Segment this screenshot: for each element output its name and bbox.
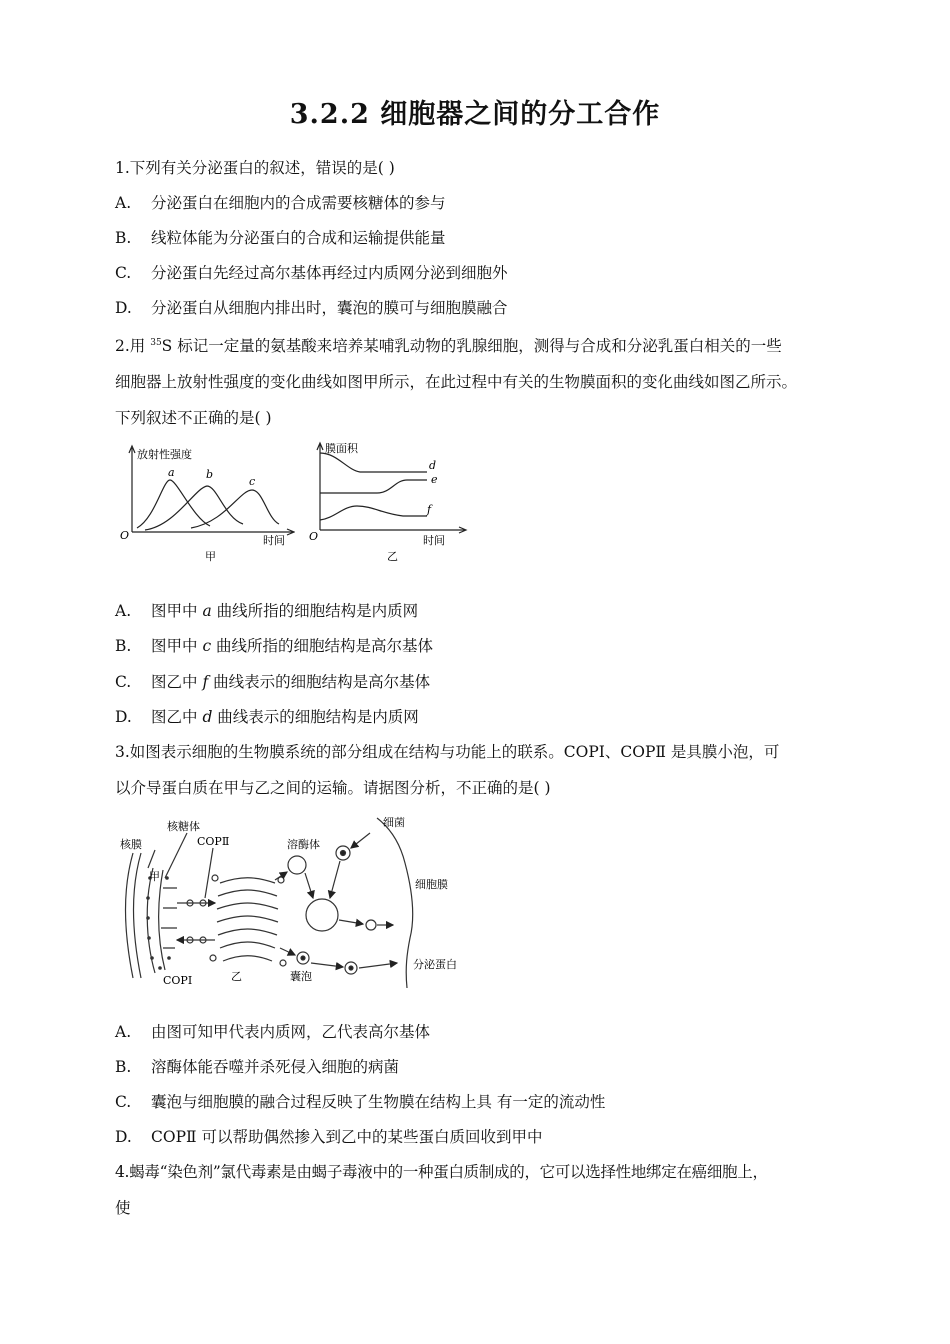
label-ribosome: 核糖体	[167, 820, 200, 833]
option-var: a	[202, 602, 212, 620]
option-text-post: 曲线表示的细胞结构是内质网	[212, 708, 419, 726]
curve-c-label: c	[249, 475, 256, 488]
q1-option-b[interactable]	[115, 228, 446, 248]
q2-option-c[interactable]	[115, 672, 430, 692]
option-text-pre: 图乙中	[151, 708, 203, 726]
q3-option-a[interactable]	[115, 1022, 430, 1042]
isotope-superscript: 35	[150, 338, 162, 348]
q2-stem-line3: 下列叙述不正确的是( )	[115, 409, 272, 427]
q4-stem-line1: 4.蝎毒“染色剂”氯代毒素是由蝎子毒液中的一种蛋白质制成的，它可以选择性地绑定在癌细胞上，	[115, 1163, 768, 1181]
option-text: 由图可知甲代表内质网，乙代表高尔基体	[151, 1023, 431, 1041]
option-text-pre: 图乙中	[151, 673, 203, 691]
option-text: 分泌蛋白先经过高尔基体再经过内质网分泌到细胞外	[151, 264, 508, 282]
option-text-pre: 图甲中	[151, 637, 203, 655]
curve-b-label: b	[206, 468, 214, 481]
option-text: 线粒体能为分泌蛋白的合成和运输提供能量	[151, 229, 446, 247]
option-text-post: 曲线表示的细胞结构是高尔基体	[208, 673, 431, 691]
option-text-pre: 图甲中	[151, 602, 203, 620]
option-text: 分泌蛋白在细胞内的合成需要核糖体的参与	[151, 194, 446, 212]
figure-membrane-system	[115, 808, 480, 993]
figure-yi	[305, 438, 470, 568]
q2-stem-post: S 标记一定量的氨基酸来培养某哺乳动物的乳腺细胞，测得与合成和分泌乳蛋白相关的一些	[161, 337, 782, 355]
q2-option-b[interactable]	[115, 636, 433, 656]
option-letter: A.	[115, 194, 132, 212]
q3-stem-line2: 以介导蛋白质在甲与乙之间的运输。请据图分析，不正确的是( )	[115, 779, 551, 797]
option-text: 囊泡与细胞膜的融合过程反映了生物膜在结构上具 有一定的流动性	[151, 1093, 606, 1111]
option-letter: B.	[115, 1058, 132, 1076]
nuclear-membrane-shape	[126, 853, 134, 978]
label-cell-membrane: 细胞膜	[415, 878, 448, 891]
q2-option-a[interactable]	[115, 601, 418, 621]
label-lysosome: 溶酶体	[287, 838, 320, 851]
yi-origin: O	[309, 530, 319, 543]
q4-stem-line2: 使	[115, 1199, 131, 1217]
q3-stem-line1: 3.如图表示细胞的生物膜系统的部分组成在结构与功能上的联系。COPⅠ、COPⅡ 是具膜小泡，可	[115, 743, 780, 761]
jia-caption: 甲	[205, 550, 216, 563]
label-nuclear-membrane: 核膜	[120, 838, 142, 851]
option-var: d	[202, 708, 213, 726]
q3-option-c[interactable]	[115, 1092, 605, 1112]
yi-ylabel: 膜面积	[325, 442, 358, 455]
label-cop1: COPⅠ	[163, 974, 193, 987]
option-letter: A.	[115, 602, 132, 620]
label-bacteria: 细菌	[383, 816, 405, 829]
label-secreted-protein: 分泌蛋白	[413, 958, 457, 971]
q2-stem-line1	[115, 333, 782, 356]
option-letter: D.	[115, 299, 132, 317]
curve-f-label: f	[427, 503, 432, 516]
curve-e-label: e	[431, 473, 438, 486]
option-letter: B.	[115, 229, 132, 247]
option-text: 分泌蛋白从细胞内排出时，囊泡的膜可与细胞膜融合	[151, 299, 508, 317]
label-jia: 甲	[149, 870, 160, 883]
q1-stem: 1.下列有关分泌蛋白的叙述，错误的是( )	[115, 159, 395, 177]
option-letter: C.	[115, 673, 132, 691]
option-text-post: 曲线所指的细胞结构是内质网	[211, 602, 419, 620]
option-var: c	[202, 637, 212, 655]
option-text-post: 曲线所指的细胞结构是高尔基体	[211, 637, 434, 655]
curve-d-label: d	[429, 459, 437, 472]
option-letter: D.	[115, 708, 132, 726]
curve-a	[137, 480, 210, 528]
q3-option-d[interactable]	[115, 1127, 542, 1147]
q2-stem-pre: 2.用	[115, 337, 151, 355]
curve-a-label: a	[168, 466, 175, 479]
option-text: 溶酶体能吞噬并杀死侵入细胞的病菌	[151, 1058, 400, 1076]
option-letter: A.	[115, 1023, 132, 1041]
cell-membrane-shape	[377, 818, 413, 988]
q1-option-d[interactable]	[115, 298, 508, 318]
yi-xlabel: 时间	[423, 534, 445, 547]
jia-xlabel: 时间	[263, 534, 285, 547]
figure-jia	[115, 438, 295, 568]
option-letter: D.	[115, 1128, 132, 1146]
q3-option-b[interactable]	[115, 1057, 399, 1077]
q2-option-d[interactable]	[115, 707, 419, 727]
page-title: 3.2.2 细胞器之间的分工合作	[289, 99, 661, 130]
option-letter: B.	[115, 637, 132, 655]
curve-d	[320, 453, 427, 472]
option-letter: C.	[115, 1093, 132, 1111]
label-cop2: COPⅡ	[197, 835, 230, 848]
option-text: COPⅡ 可以帮助偶然掺入到乙中的某些蛋白质回收到甲中	[151, 1128, 543, 1146]
yi-caption: 乙	[387, 550, 398, 563]
curve-f	[320, 506, 427, 520]
q2-stem-line2: 细胞器上放射性强度的变化曲线如图甲所示，在此过程中有关的生物膜面积的变化曲线如图乙所示。	[115, 373, 798, 391]
label-yi: 乙	[231, 970, 242, 983]
label-vesicle: 囊泡	[290, 970, 312, 983]
curve-e	[320, 480, 427, 493]
q1-option-c[interactable]	[115, 263, 508, 283]
jia-origin: O	[120, 529, 130, 542]
option-letter: C.	[115, 264, 132, 282]
q1-option-a[interactable]	[115, 193, 446, 213]
option-var: f	[202, 673, 209, 691]
jia-ylabel: 放射性强度	[137, 448, 192, 461]
